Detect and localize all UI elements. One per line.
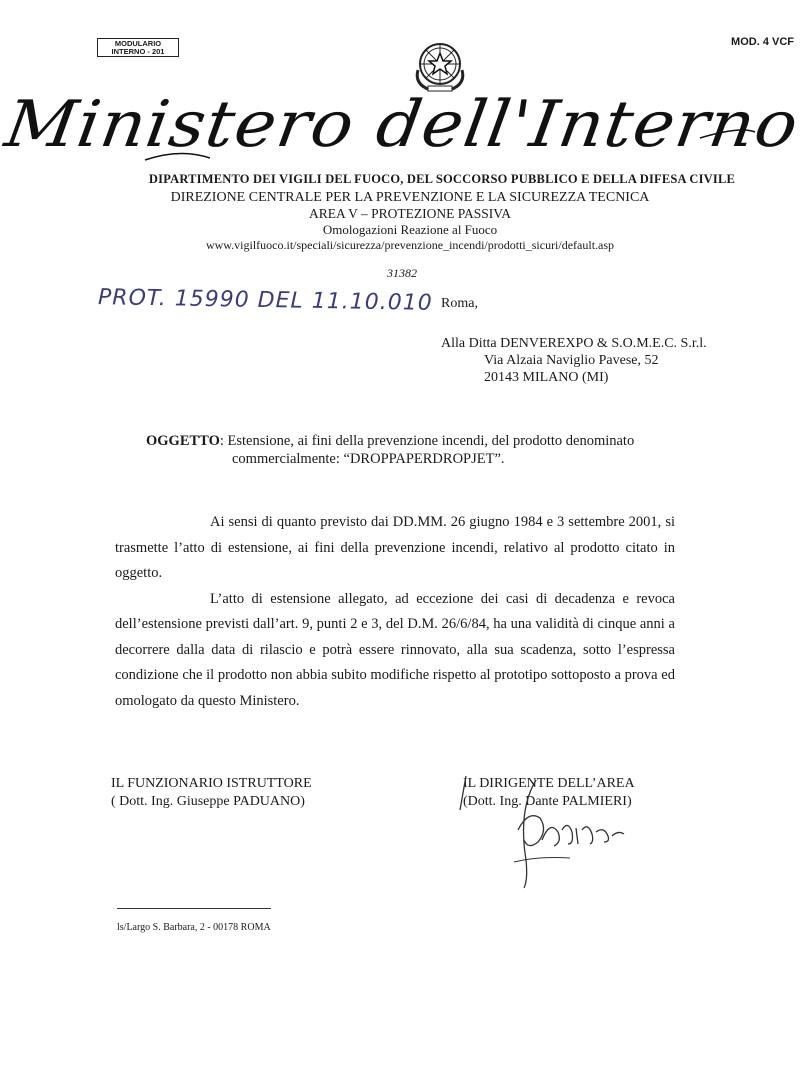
right-signer-name: (Dott. Ing. Dante PALMIERI) [463,794,632,809]
footer-divider [117,908,271,909]
republic-emblem-icon [410,36,470,96]
modulario-box [97,38,179,57]
department: DIPARTIMENTO DEI VIGILI DEL FUOCO, DEL SOCCORSO PUBBLICO E DELLA DIFESA CIVILE [148,172,736,186]
body-paragraph-2: L’atto di estensione allegato, ad eccezione dei casi di decadenza e revoca dell’estensione previsti dall’art. 9, punti 2 e 3, del D.M. 26/6/84, ha una validità di cinque anni a decorrere dalla data di rilascio e potrà essere rinnovato, alla sua scadenza, sotto l’espressa condizione che il prodotto non abbia subito modifiche rispetto al prototipo sottoposto a prova ed omologato da questo Ministero. [115,590,675,709]
subject-line1: : Estensione, ai fini della prevenzione incendi, del prodotto denominato [219,433,635,449]
modulario-line2: INTERNO - 201 [111,47,165,56]
ministry-title: Ministero dell'Interno [0,88,804,162]
handwritten-protocol: PROT. 15990 DEL 11.10.010 [97,285,433,316]
body-paragraph-1: Ai sensi di quanto previsto dai DD.MM. 26 giugno 1984 e 3 settembre 2001, si trasmette l’atto di estensione, ai fini della prevenzione incendi, relativo al prodotto citato in oggetto. [115,514,675,581]
left-signer-title: IL FUNZIONARIO ISTRUTTORE [111,776,312,791]
recipient-city: 20143 MILANO (MI) [484,370,609,385]
office: Omologazioni Reazione al Fuoco [322,222,498,237]
subject-line2: commercialmente: “DROPPAPERDROPJET”. [232,451,505,467]
protocol-number: 31382 [387,266,417,280]
right-signer-title: IL DIRIGENTE DELL’AREA [463,776,635,791]
left-signer-name: ( Dott. Ing. Giuseppe PADUANO) [111,794,305,809]
handwritten-signature [458,770,638,900]
place: Roma, [441,296,478,311]
website-url: www.vigilfuoco.it/speciali/sicurezza/prevenzione_incendi/prodotti_sicuri/default.asp [205,238,615,252]
subject [146,432,766,468]
footer-address: ls/Largo S. Barbara, 2 - 00178 ROMA [117,922,271,933]
recipient-street: Via Alzaia Naviglio Pavese, 52 [484,353,659,368]
area: AREA V – PROTEZIONE PASSIVA [308,206,512,221]
modulario-line1: MODULARIO [114,39,162,48]
mod-code: MOD. 4 VCF [731,36,794,48]
direction: DIREZIONE CENTRALE PER LA PREVENZIONE E LA SICUREZZA TECNICA [170,190,650,205]
subject-label: OGGETTO [146,433,220,449]
title-flourish [140,118,760,178]
letter-body [115,510,675,714]
recipient-company: Alla Ditta DENVEREXPO & S.O.M.E.C. S.r.l. [441,336,707,351]
signature-block-left [111,775,312,811]
